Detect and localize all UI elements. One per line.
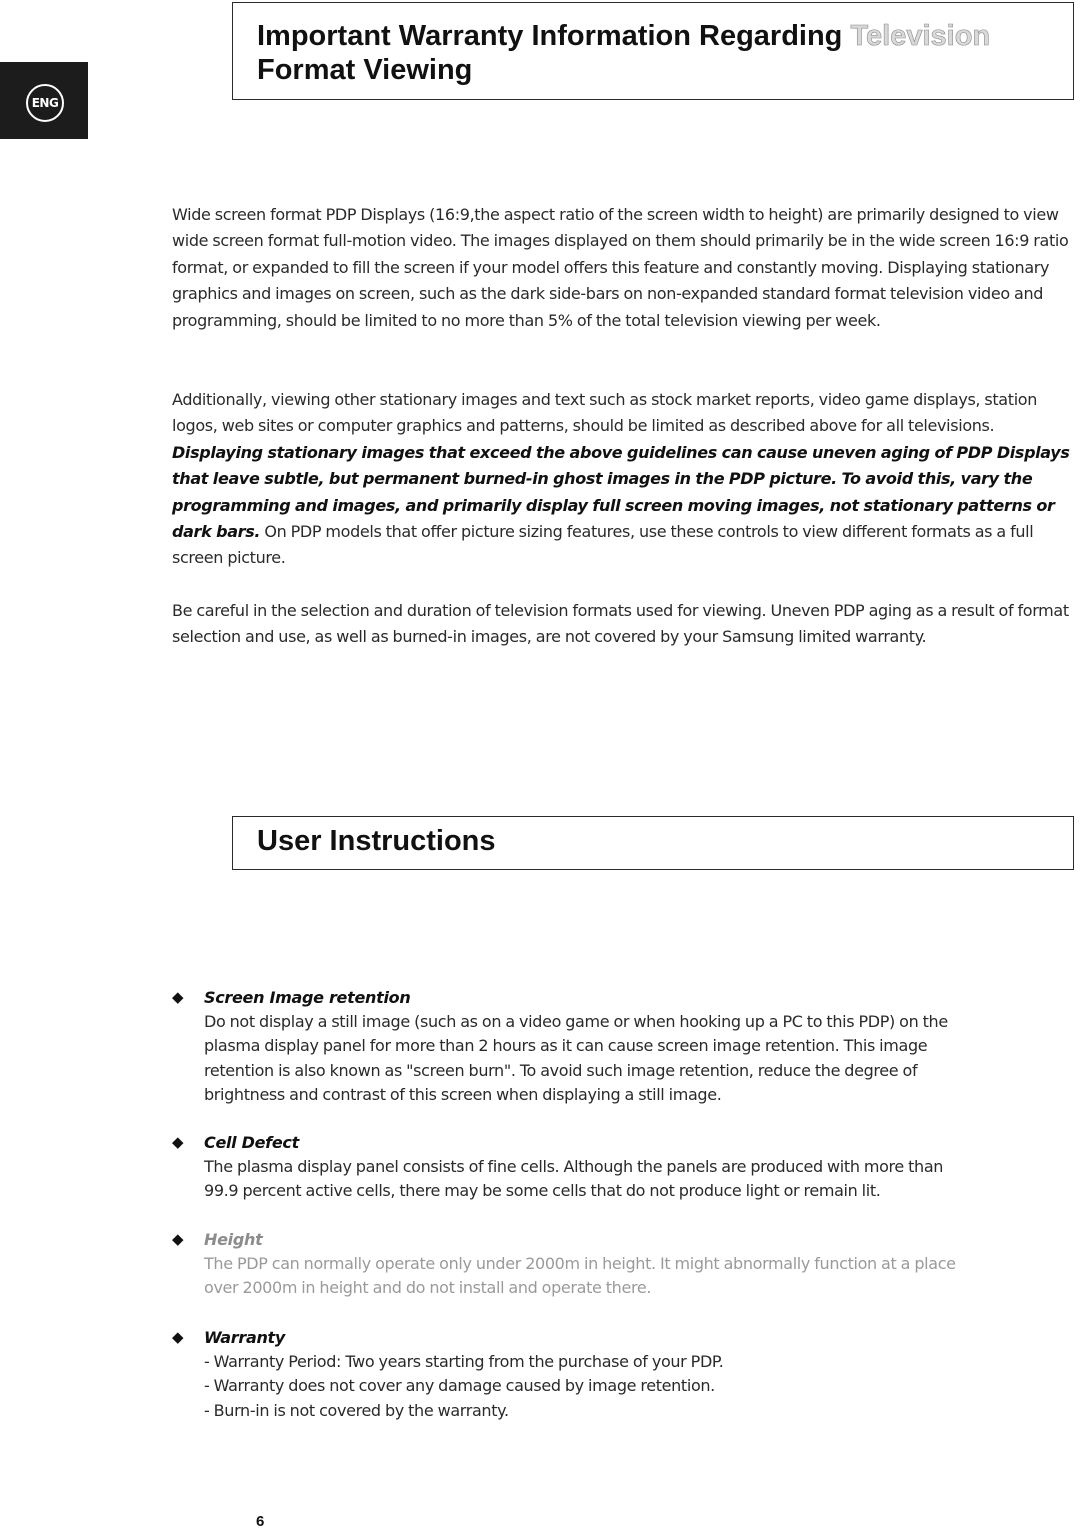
- paragraph2-emphasis: Displaying stationary images that exceed the above guidelines can cause uneven aging of PDP Displays that leave subtle, but permanent burned-in ghost images in the PDP picture. To avoid this, vary the programming and images, and primarily display full screen moving images, not stationary patterns or dark bars.: [172, 442, 1070, 542]
- paragraph2-lead: Additionally, viewing other stationary images and text such as stock market reports, video game displays, station logos, web sites or computer graphics and patterns, should be limited as described above for all televisions.: [172, 390, 1038, 436]
- title-second-line: Format Viewing: [257, 54, 473, 86]
- bullet-line: - Burn-in is not covered by the warranty.: [204, 1400, 509, 1420]
- bullet-line: retention is also known as "screen burn". To avoid such image retention, reduce the degree of: [204, 1060, 918, 1080]
- diamond-bullet-icon: ◆: [172, 1133, 184, 1151]
- bullet-line: brightness and contrast of this screen when displaying a still image.: [204, 1084, 722, 1104]
- bullet-heading: Cell Defect: [204, 1133, 299, 1152]
- bullet-line: 99.9 percent active cells, there may be some cells that do not produce light or remain lit.: [204, 1181, 881, 1201]
- paragraph-aspect-ratio: Wide screen format PDP Displays (16:9,the aspect ratio of the screen width to height) are primarily designed to view wide screen format full-motion video. The images displayed on them should primarily be in the wide screen 16:9 ratio format, or expanded to fill the screen if your model offers this feature and constantly moving. Displaying stationary graphics and images on screen, such as the dark side-bars on non-expanded standard format television video and programming, should be limited to no more than 5% of the total television viewing per week.: [172, 205, 1069, 330]
- warranty-info-heading-box: [232, 2, 1074, 100]
- bullet-line: The plasma display panel consists of fine cells. Although the panels are produced with more than: [204, 1157, 944, 1176]
- bullet-line: plasma display panel for more than 2 hours as it can cause screen image retention. This image: [204, 1036, 928, 1056]
- user-instructions-heading-box: [232, 816, 1074, 870]
- paragraph-stationary-images: [172, 387, 1080, 572]
- paragraph2-tail: On PDP models that offer picture sizing features, use these controls to view different formats as a full screen picture.: [172, 522, 1034, 568]
- diamond-bullet-icon: ◆: [172, 1230, 184, 1248]
- bullet-heading: Warranty: [204, 1328, 286, 1347]
- bullet-heading: Height: [204, 1230, 263, 1249]
- bullet-line: - Warranty does not cover any damage caused by image retention.: [204, 1376, 715, 1396]
- bullet-line: Do not display a still image (such as on a video game or when hooking up a PC to this PDP) on the: [204, 1012, 948, 1031]
- bullet-line: - Warranty Period: Two years starting from the purchase of your PDP.: [204, 1352, 724, 1371]
- bullet-body: [204, 1155, 1074, 1204]
- page-number: 6: [256, 1513, 265, 1530]
- language-badge: ENG: [26, 84, 64, 122]
- bullet-body: [204, 1252, 1074, 1301]
- bullet-body: [204, 1350, 1074, 1423]
- title-main-text: Important Warranty Information Regarding: [257, 20, 851, 52]
- diamond-bullet-icon: ◆: [172, 1328, 184, 1346]
- bullet-heading: Screen Image retention: [204, 988, 411, 1007]
- warranty-info-title: [257, 19, 1057, 87]
- bullet-line: The PDP can normally operate only under 2000m in height. It might abnormally function at a place: [204, 1254, 956, 1273]
- bullet-body: [204, 1010, 1074, 1107]
- diamond-bullet-icon: ◆: [172, 988, 184, 1006]
- user-instructions-title: User Instructions: [257, 825, 496, 857]
- title-faded-text: Television: [850, 20, 991, 52]
- paragraph-format-selection: Be careful in the selection and duration of television formats used for viewing. Uneven PDP aging as a result of format selection and use, as well as burned-in images, are not covered by your Samsung limited warranty.: [172, 601, 1069, 647]
- bullet-line: over 2000m in height and do not install and operate there.: [204, 1278, 652, 1298]
